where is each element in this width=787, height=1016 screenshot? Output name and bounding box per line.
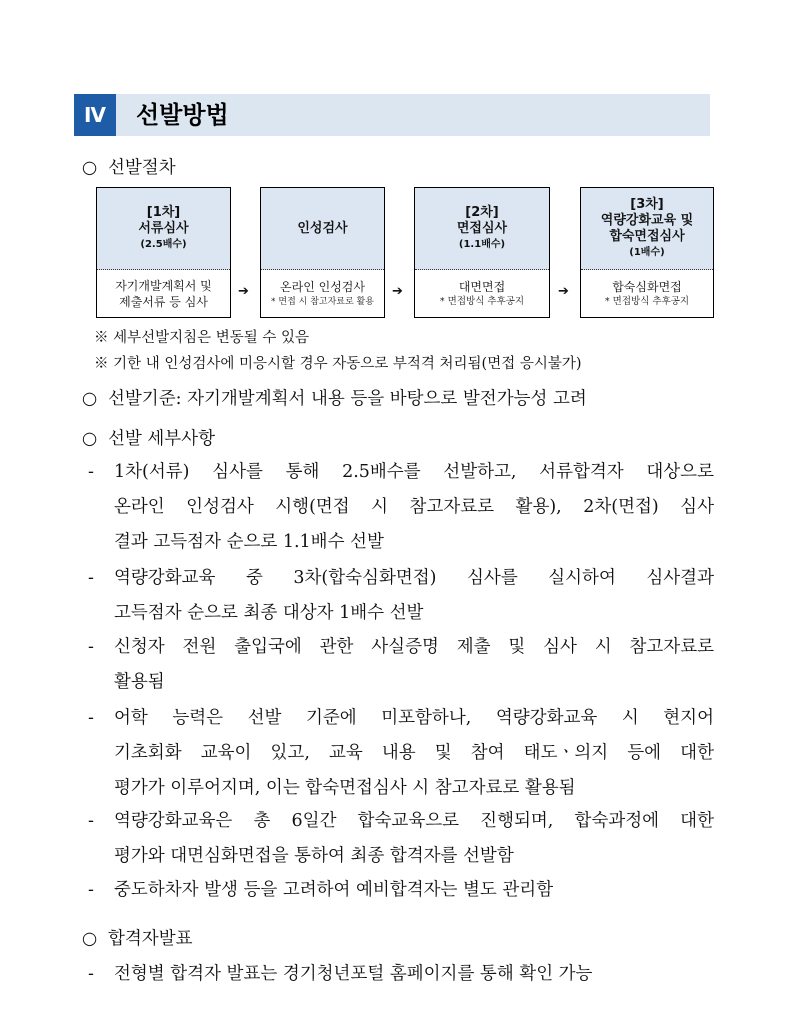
step-multiplier: (1.1배수) (458, 239, 506, 250)
dash-marker: - (88, 637, 94, 657)
circle-marker: ○ (81, 929, 98, 949)
dash-marker: - (88, 462, 94, 482)
detail-line: 신청자 전원 출입국에 관한 사실증명 제출 및 심사 시 참고자료로 (114, 637, 714, 657)
step-note: * 면접방식 추후공지 (439, 295, 525, 307)
procedure-note: ※ 세부선발지침은 변동될 수 있음 (94, 330, 310, 346)
step-title: 인성검사 (297, 220, 348, 236)
step-box-interview (414, 187, 550, 318)
step-label: [3차] (630, 197, 664, 212)
step-desc: 대면면접 (458, 279, 506, 294)
dash-marker: - (88, 811, 94, 831)
detail-line: 평가가 이루어지며, 이는 합숙면접심사 시 참고자료로 활용됨 (114, 778, 576, 798)
detail-line: 역량강화교육 중 3차(합숙심화면접) 심사를 실시하여 심사결과 (114, 568, 714, 588)
step-title: 합숙면접심사 (609, 229, 685, 244)
circle-marker: ○ (81, 158, 98, 178)
criteria-text: 선발기준: 자기개발계획서 내용 등을 바탕으로 발전가능성 고려 (108, 389, 587, 409)
circle-marker: ○ (81, 389, 98, 409)
circle-marker: ○ (81, 429, 98, 449)
criteria-line (80, 385, 587, 410)
section-number: Ⅳ (74, 94, 116, 136)
procedure-note: ※ 기한 내 인성검사에 미응시할 경우 자동으로 부적격 처리됨(면접 응시불가) (94, 356, 582, 372)
section-title: 선발방법 (136, 101, 229, 129)
detail-line: 평가와 대면심화면접을 통하여 최종 합격자를 선발함 (114, 846, 514, 866)
procedure-heading-text: 선발절차 (108, 158, 176, 178)
step-label: [2차] (465, 205, 499, 220)
arrow-right-icon: ➔ (558, 284, 569, 299)
step-box-personality (260, 187, 385, 318)
step-desc: 합숙심화면접 (612, 279, 682, 294)
step-multiplier: (1배수) (629, 247, 665, 258)
step-desc: 온라인 인성검사 (280, 279, 365, 294)
detail-line: 온라인 인성검사 시행(면접 시 참고자료로 활용), 2차(면접) 심사 (114, 497, 714, 517)
dash-marker: - (88, 880, 94, 900)
detail-item (88, 873, 714, 908)
detail-item (88, 561, 714, 631)
detail-line: 역량강화교육은 총 6일간 합숙교육으로 진행되며, 합숙과정에 대한 (114, 811, 714, 831)
step-box-document (96, 187, 231, 318)
dash-marker: - (88, 964, 94, 984)
step-title: 서류심사 (138, 221, 189, 236)
step-note: * 면접방식 추후공지 (604, 295, 690, 307)
detail-item (88, 455, 714, 560)
detail-line: 고득점자 순으로 최종 대상자 1배수 선발 (114, 603, 424, 623)
dash-marker: - (88, 708, 94, 728)
detail-line: 결과 고득점자 순으로 1.1배수 선발 (114, 532, 384, 552)
step-label: [1차] (146, 205, 181, 220)
dash-marker: - (88, 568, 94, 588)
step-desc: 자기개발계획서 및 (115, 278, 212, 293)
announcement-heading-text: 합격자발표 (108, 929, 193, 949)
announcement-heading (80, 925, 193, 950)
detail-line: 기초회화 교육이 있고, 교육 내용 및 참여 태도ㆍ의지 등에 대한 (114, 743, 714, 763)
detail-item (88, 630, 714, 700)
procedure-heading (80, 154, 176, 179)
detail-line: 어학 능력은 선발 기준에 미포함하나, 역량강화교육 시 현지어 (114, 708, 714, 728)
arrow-right-icon: ➔ (392, 284, 403, 299)
detail-line: 활용됨 (114, 672, 165, 692)
detail-item (88, 701, 714, 806)
details-heading-text: 선발 세부사항 (108, 429, 215, 449)
step-note: * 면접 시 참고자료로 활용 (271, 296, 374, 307)
step-title: 역량강화교육 및 (600, 213, 694, 228)
step-multiplier: (2.5배수) (140, 239, 187, 250)
announcement-item (88, 957, 714, 992)
section-header (74, 94, 710, 136)
detail-item (88, 804, 714, 874)
details-heading (80, 425, 215, 450)
detail-line: 중도하차자 발생 등을 고려하여 예비합격자는 별도 관리함 (114, 880, 554, 900)
step-box-training (580, 187, 714, 318)
step-desc: 제출서류 등 심사 (119, 294, 208, 309)
procedure-flow (96, 187, 714, 318)
detail-line: 1차(서류) 심사를 통해 2.5배수를 선발하고, 서류합격자 대상으로 (114, 462, 714, 482)
arrow-right-icon: ➔ (238, 284, 249, 299)
step-title: 면접심사 (456, 221, 508, 236)
announcement-text: 전형별 합격자 발표는 경기청년포털 홈페이지를 통해 확인 가능 (114, 964, 593, 984)
